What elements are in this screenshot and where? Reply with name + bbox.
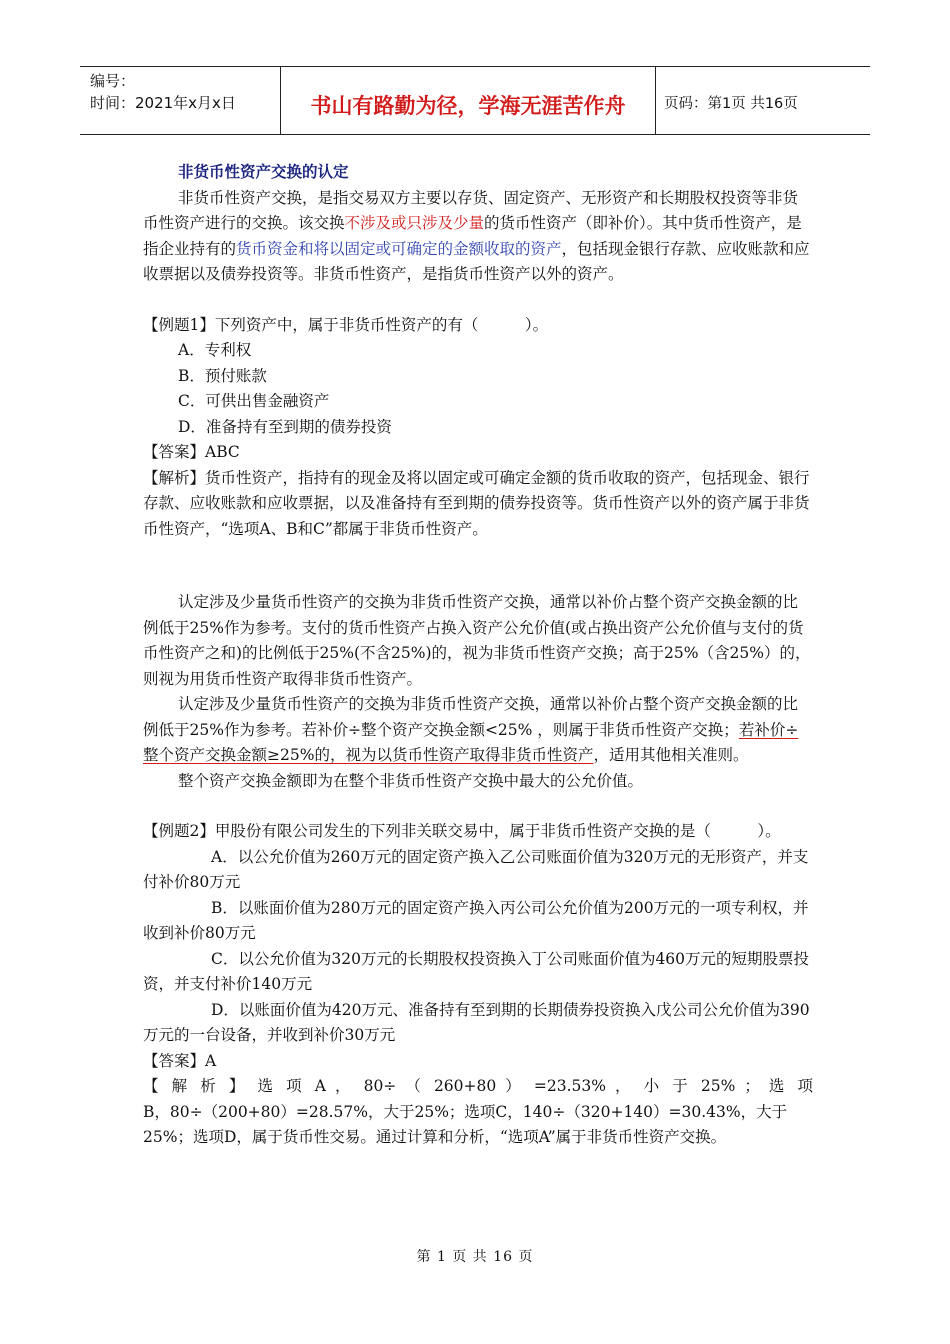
intro-text: 的货币性资产（即补价）。其中货币性资产，是指企业持有的 [143, 214, 802, 258]
header-divider [655, 66, 656, 134]
intro-text: 非货币性资产交换，是指交易双方主要以存货、固定资产、无形资产和长期股权投资等非货币性资产进行的交换。该交换 [143, 188, 799, 232]
example2-option: A．以公允价值为260万元的固定资产换入乙公司账面价值为320万元的无形资产，并支付补价80万元 [143, 847, 809, 891]
page-footer: 第 1 页 共 16 页 [416, 1249, 534, 1265]
example2-analysis: B，80÷（200+80）=28.57%，大于25%；选项C，140÷（320+140）=30.43%，大于25%；选项D，属于货币性交易。通过计算和分析，“选项A”属于非货币性资产交换。 [143, 1102, 788, 1146]
example1-option: A．专利权 [178, 341, 252, 359]
header-bottom-rule [80, 134, 870, 135]
date-label: 时间：2021年x月x日 [90, 94, 236, 112]
rule-paragraph: 整个资产交换金额即为在整个非货币性资产交换中最大的公允价值。 [178, 771, 644, 790]
rule-text: ，适用其他相关准则。 [593, 746, 749, 764]
example1-answer: 【答案】ABC [143, 443, 240, 461]
example1-option: B．预付账款 [178, 366, 267, 385]
header-motto: 书山有路勤为径，学海无涯苦作舟 [310, 94, 626, 118]
example1-option: C．可供出售金融资产 [178, 392, 330, 410]
number-label: 编号： [90, 72, 136, 90]
section-title: 非货币性资产交换的认定 [178, 163, 349, 181]
example1-option: D．准备持有至到期的债券投资 [178, 417, 392, 436]
rule-paragraph: 认定涉及少量货币性资产的交换为非货币性资产交换，通常以补价占整个资产交换金额的比例低于25%作为参考。支付的货币性资产占换入资产公允价值(或占换出资产公允价值与支付的货币性资产之和)的比例低于25%(不含25%)的，视为非货币性资产交换；高于25%（含25%）的，则视为用货币性资产取得非货币性资产。 [143, 593, 811, 688]
example2-answer: 【答案】A [143, 1051, 217, 1070]
underlined-rule: 若补价÷整个资产交换金额≥25%的，视为以货币性资产取得非货币性资产 [143, 720, 799, 764]
header-page-info: 页码：第1页 共16页 [664, 96, 798, 112]
intro-text: ，包括现金银行存款、应收账款和应收票据以及债券投资等。非货币性资产，是指货币性资产以外的资产。 [143, 239, 810, 283]
highlight-blue: 货币资金和将以固定或可确定的金额收取的资产 [236, 239, 562, 258]
intro-paragraph [143, 186, 813, 288]
rule-text: 认定涉及少量货币性资产的交换为非货币性资产交换，通常以补价占整个资产交换金额的比例低于25%作为参考。若补价÷整个资产交换金额<25% ，则属于非货币性资产交换； [143, 695, 799, 739]
header-meta [90, 70, 236, 114]
example1-analysis: 【解析】货币性资产，指持有的现金及将以固定或可确定金额的货币收取的资产，包括现金、银行存款、应收账款和应收票据，以及准备持有至到期的债券投资等。货币性资产以外的资产属于非货币性资产，“选项A、B和C”都属于非货币性资产。 [143, 468, 810, 538]
example2-option: C．以公允价值为320万元的长期股权投资换入丁公司账面价值为460万元的短期股票投资，并支付补价140万元 [143, 949, 810, 993]
example2-question: 【例题2】甲股份有限公司发生的下列非关联交易中，属于非货币性资产交换的是（ ）。 [143, 822, 781, 840]
example2-option: D．以账面价值为420万元、准备持有至到期的长期债券投资换入戊公司公允价值为390万元的一台设备，并收到补价30万元 [143, 1000, 810, 1044]
header-top-rule [80, 66, 870, 67]
example1-question: 【例题1】下列资产中，属于非货币性资产的有（ ）。 [143, 315, 549, 334]
example2-analysis-line: 【 解 析 】 选 项 A ， 80÷ （ 260+80 ） =23.53% ， 小 于 25% ； 选 项 [143, 1077, 813, 1095]
example2-option: B．以账面价值为280万元的固定资产换入丙公司公允价值为200万元的一项专利权，并收到补价80万元 [143, 898, 809, 942]
highlight-red: 不涉及或只涉及少量 [344, 214, 485, 232]
document-body [143, 160, 813, 1151]
rule-paragraph [143, 692, 813, 769]
header-divider [280, 66, 281, 134]
